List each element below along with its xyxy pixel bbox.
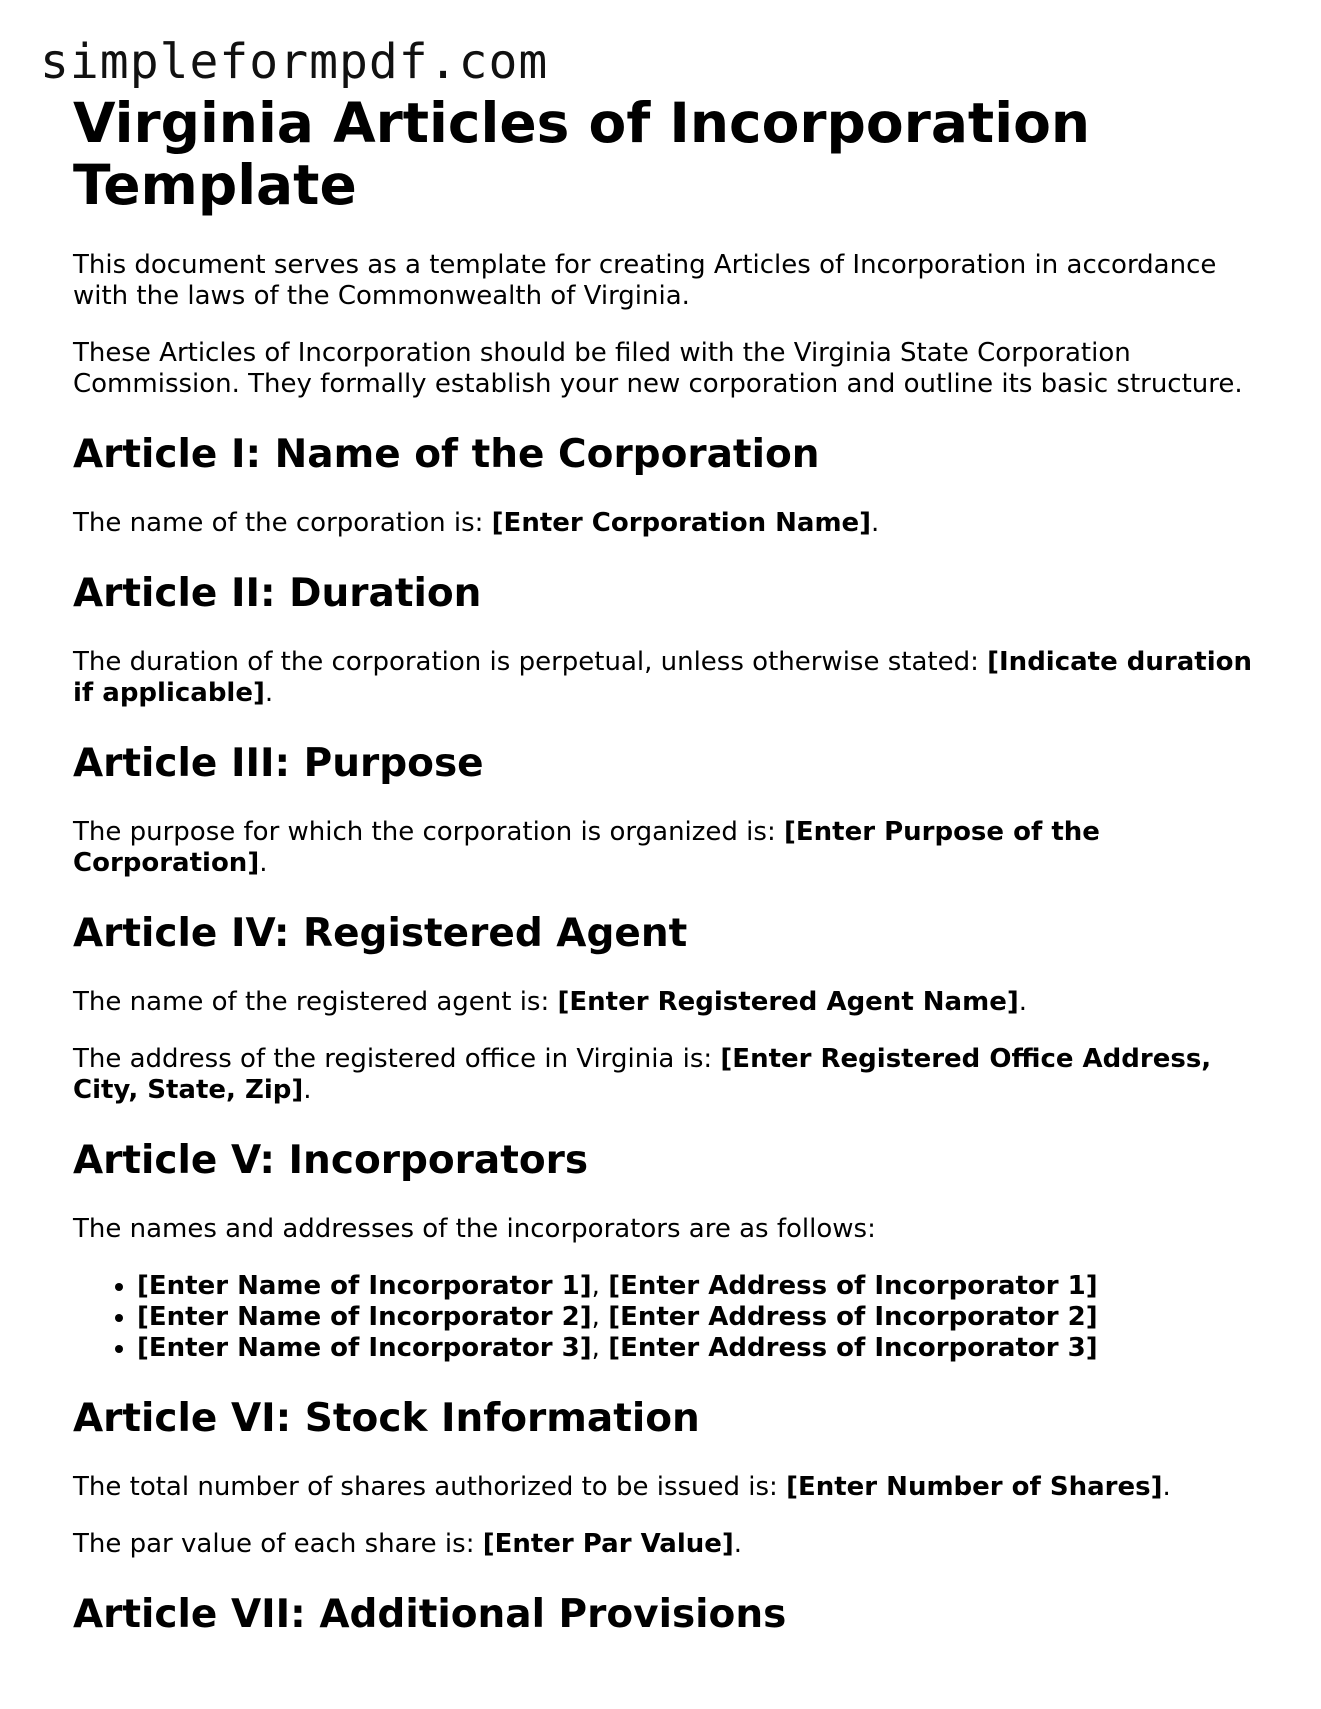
article-heading: Article IV: Registered Agent bbox=[73, 911, 688, 956]
article-paragraph bbox=[73, 1472, 1263, 1503]
placeholder-field: [Enter Number of Shares] bbox=[786, 1472, 1163, 1502]
intro-paragraph: These Articles of Incorporation should be filed with the Virginia State Corporation Commission. They formally establish your new corporation and outline its basic structure. bbox=[73, 338, 1243, 399]
paragraph-text: The purpose for which the corporation is organized is: bbox=[73, 817, 784, 847]
punctuation: , bbox=[591, 1271, 609, 1301]
article-paragraph bbox=[73, 817, 1263, 879]
paragraph-text: The name of the corporation is: bbox=[73, 508, 492, 538]
punctuation: , bbox=[591, 1333, 609, 1363]
paragraph-text: The name of the registered agent is: bbox=[73, 987, 558, 1017]
article-paragraph: The names and addresses of the incorporators are as follows: bbox=[73, 1214, 876, 1244]
placeholder-field: [Enter Corporation Name] bbox=[491, 508, 872, 538]
placeholder-field: [Enter Par Value] bbox=[482, 1529, 734, 1559]
punctuation: . bbox=[1162, 1472, 1171, 1502]
punctuation: . bbox=[303, 1075, 312, 1105]
article-heading: Article VII: Additional Provisions bbox=[73, 1592, 787, 1637]
punctuation: . bbox=[1018, 987, 1027, 1017]
placeholder-field: [Enter Registered Office Address, City, State, Zip] bbox=[73, 1044, 1212, 1105]
watermark: simpleformpdf.com bbox=[40, 34, 549, 90]
paragraph-text: The duration of the corporation is perpetual, unless otherwise stated: bbox=[73, 647, 988, 677]
article-heading: Article V: Incorporators bbox=[73, 1138, 589, 1183]
list-item bbox=[137, 1333, 1263, 1364]
article-heading: Article VI: Stock Information bbox=[73, 1396, 700, 1441]
article-heading: Article III: Purpose bbox=[73, 741, 484, 786]
article-paragraph bbox=[73, 1529, 1263, 1560]
article-paragraph bbox=[73, 647, 1263, 709]
placeholder-field: [Enter Address of Incorporator 2] bbox=[608, 1302, 1098, 1332]
paragraph-text: The address of the registered office in Virginia is: bbox=[73, 1044, 721, 1074]
placeholder-field: [Enter Address of Incorporator 3] bbox=[608, 1333, 1098, 1363]
punctuation: . bbox=[259, 848, 268, 878]
placeholder-field: [Enter Name of Incorporator 3] bbox=[137, 1333, 592, 1363]
placeholder-field: [Enter Name of Incorporator 2] bbox=[137, 1302, 592, 1332]
punctuation: . bbox=[264, 678, 274, 708]
document-title: Virginia Articles of Incorporation Template bbox=[73, 91, 1091, 217]
intro-paragraph: This document serves as a template for creating Articles of Incorporation in accordance with the laws of the Commonwealth of Virginia. bbox=[73, 250, 1217, 311]
article-paragraph bbox=[73, 1044, 1263, 1106]
placeholder-field: [Enter Name of Incorporator 1] bbox=[137, 1271, 592, 1301]
placeholder-field: [Enter Purpose of the Corporation] bbox=[73, 817, 1100, 878]
document-page bbox=[73, 92, 1263, 1668]
punctuation: . bbox=[871, 508, 880, 538]
article-heading: Article I: Name of the Corporation bbox=[73, 432, 820, 477]
article-paragraph bbox=[73, 508, 1263, 539]
paragraph-text: The par value of each share is: bbox=[73, 1529, 483, 1559]
article-paragraph bbox=[73, 987, 1263, 1018]
placeholder-field: [Enter Registered Agent Name] bbox=[557, 987, 1019, 1017]
list-item bbox=[137, 1302, 1263, 1333]
paragraph-text: The total number of shares authorized to be issued is: bbox=[73, 1472, 787, 1502]
article-heading: Article II: Duration bbox=[73, 571, 482, 616]
list-item bbox=[137, 1271, 1263, 1302]
placeholder-field: [Indicate duration if applicable] bbox=[73, 647, 1252, 708]
punctuation: , bbox=[591, 1302, 609, 1332]
incorporator-list bbox=[73, 1271, 1263, 1364]
punctuation: . bbox=[733, 1529, 743, 1559]
placeholder-field: [Enter Address of Incorporator 1] bbox=[608, 1271, 1098, 1301]
